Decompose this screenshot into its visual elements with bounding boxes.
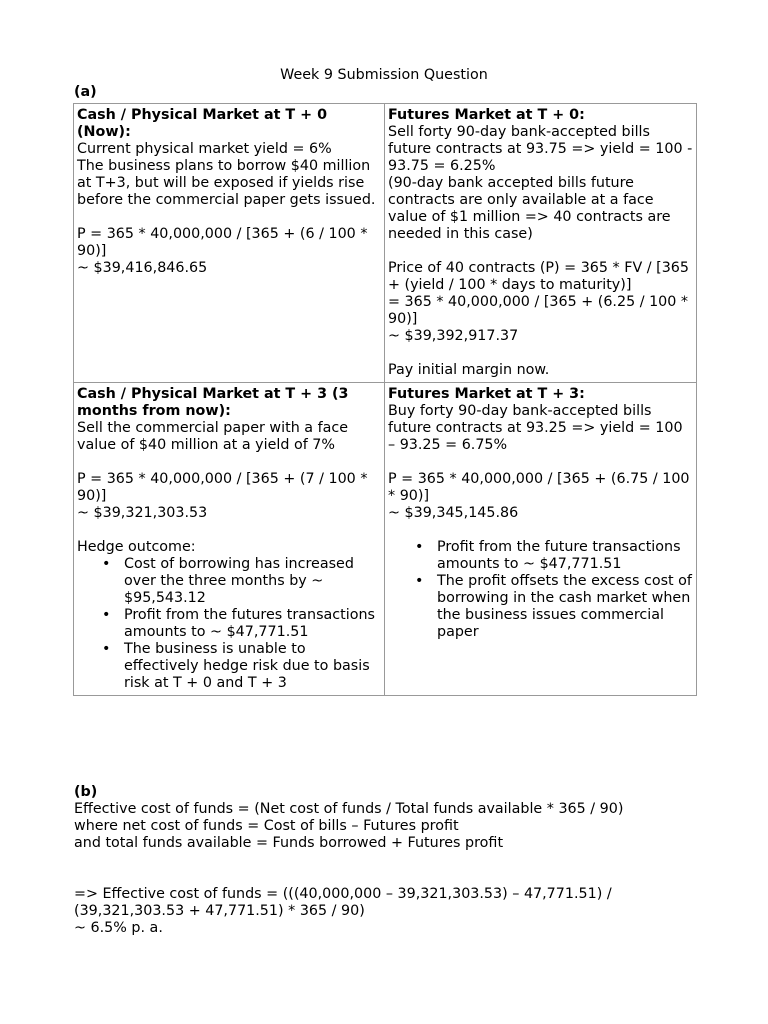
table-row — [74, 383, 697, 696]
cash-t0-formula: P = 365 * 40,000,000 / [365 + (6 / 100 * 90)] — [77, 226, 368, 259]
part-b-definition: Effective cost of funds = (Net cost of funds / Total funds available * 365 / 90) — [74, 801, 624, 817]
part-b-calculation: (39,321,303.53 + 47,771.51) * 365 / 90) — [74, 903, 365, 919]
part-a-label: (a) — [74, 84, 97, 100]
futures-t3-line: Buy forty 90-day bank-accepted bills future contracts at 93.25 => yield = 100 – 93.25 = 6.75% — [388, 403, 683, 453]
futures-t0-line: Sell forty 90-day bank-accepted bills future contracts at 93.75 => yield = 100 - 93.75 = 6.25% — [388, 124, 693, 174]
part-b-definition: and total funds available = Funds borrowed + Futures profit — [74, 835, 504, 851]
futures-t3-result: ~ $39,345,145.86 — [388, 505, 519, 521]
futures-t0-heading: Futures Market at T + 0: — [388, 107, 585, 123]
list-item: • The profit offsets the excess cost of borrowing in the cash market when the business issues commercial paper — [437, 573, 693, 641]
cash-t0-line: Current physical market yield = 6% — [77, 141, 332, 157]
list-item: • Profit from the futures transactions amounts to ~ $47,771.51 — [124, 607, 381, 641]
futures-market-t0-cell — [385, 104, 697, 383]
futures-t0-note: Pay initial margin now. — [388, 362, 550, 378]
part-b-label: (b) — [74, 784, 98, 800]
futures-market-t3-cell — [385, 383, 697, 696]
part-b-section — [74, 784, 714, 937]
cash-t3-formula: P = 365 * 40,000,000 / [365 + (7 / 100 * 90)] — [77, 471, 368, 504]
cash-market-t3-cell — [74, 383, 385, 696]
futures-t0-formula: = 365 * 40,000,000 / [365 + (6.25 / 100 * 90)] — [388, 294, 689, 327]
cash-t3-heading: Cash / Physical Market at T + 3 (3 months from now): — [77, 386, 349, 419]
futures-t0-result: ~ $39,392,917.37 — [388, 328, 519, 344]
futures-t3-heading: Futures Market at T + 3: — [388, 386, 585, 402]
list-item: • Profit from the future transactions amounts to ~ $47,771.51 — [437, 539, 693, 573]
futures-t0-formula: Price of 40 contracts (P) = 365 * FV / [365 + (yield / 100 * days to maturity)] — [388, 260, 690, 293]
cash-t3-result: ~ $39,321,303.53 — [77, 505, 208, 521]
table-row — [74, 104, 697, 383]
futures-t3-formula: P = 365 * 40,000,000 / [365 + (6.75 / 100 * 90)] — [388, 471, 690, 504]
part-b-definition: where net cost of funds = Cost of bills – Futures profit — [74, 818, 459, 834]
hedge-outcome-list — [77, 556, 381, 692]
hedge-outcome-label: Hedge outcome: — [77, 539, 196, 555]
futures-outcome-list — [388, 539, 693, 641]
document-title: Week 9 Submission Question — [280, 67, 488, 83]
cash-t0-line: The business plans to borrow $40 million at T+3, but will be exposed if yields rise before the commercial paper gets issued. — [77, 158, 376, 208]
part-b-calculation: => Effective cost of funds = (((40,000,000 – 39,321,303.53) – 47,771.51) / — [74, 886, 612, 902]
cash-t0-result: ~ $39,416,846.65 — [77, 260, 208, 276]
cash-t3-line: Sell the commercial paper with a face value of $40 million at a yield of 7% — [77, 420, 349, 453]
futures-t0-line: (90-day bank accepted bills future contracts are only available at a face value of $1 million => 40 contracts are needed in this case) — [388, 175, 671, 242]
cash-market-t0-cell — [74, 104, 385, 383]
list-item: • Cost of borrowing has increased over the three months by ~ $95,543.12 — [124, 556, 381, 607]
cash-t0-heading: Cash / Physical Market at T + 0 (Now): — [77, 107, 328, 140]
list-item: • The business is unable to effectively hedge risk due to basis risk at T + 0 and T + 3 — [124, 641, 381, 692]
hedge-table — [73, 103, 697, 696]
part-b-answer: ~ 6.5% p. a. — [74, 920, 163, 936]
